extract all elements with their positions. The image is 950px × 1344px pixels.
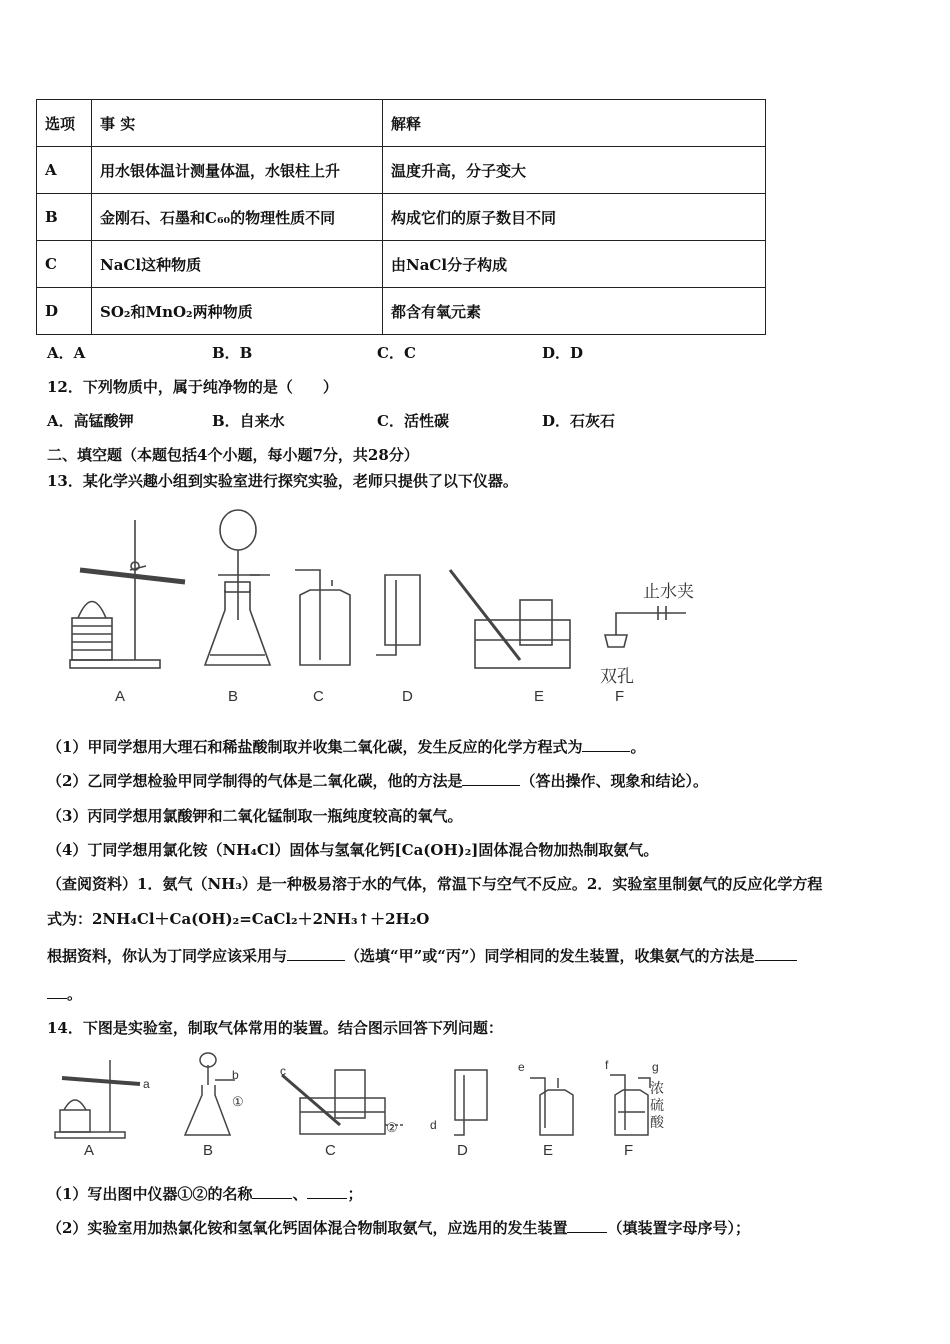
header-fact: 事 实 — [92, 100, 383, 147]
q13-part-4-answer — [47, 945, 797, 966]
q12-stem: 12．下列物质中，属于纯净物的是（ ） — [47, 378, 338, 396]
q14-part-2-end: （填装置字母序号）； — [607, 1219, 750, 1237]
q13-stem: 13．某化学兴趣小组到实验室进行探究实验，老师只提供了以下仪器。 — [47, 472, 518, 490]
answer-blank[interactable] — [47, 984, 67, 999]
row-option: A — [37, 147, 92, 194]
marker-two-label: ② — [386, 1120, 398, 1135]
q14-label-a: A — [84, 1142, 95, 1159]
q13-part-2-end: （答出操作、现象和结论）。 — [520, 772, 708, 790]
table-row — [37, 241, 766, 288]
q12-choice-c[interactable]: C．活性碳 — [377, 412, 449, 430]
marker-one-label: ① — [232, 1094, 244, 1109]
apparatus-d-icon — [454, 1070, 487, 1135]
header-option: 选项 — [37, 100, 92, 147]
row-explain: 由NaCl分子构成 — [383, 241, 766, 288]
port-d-label: d — [430, 1118, 437, 1132]
apparatus-f-icon — [605, 606, 686, 647]
q13-label-e: E — [534, 688, 545, 705]
apparatus-e-icon — [450, 570, 570, 668]
table-header-row — [37, 100, 766, 147]
q14-stem: 14．下图是实验室，制取气体常用的装置。结合图示回答下列问题： — [47, 1019, 503, 1037]
section-title: 二、填空题（本题包括4个小题，每小题7分，共28分） — [47, 446, 419, 464]
q13-label-f: F — [615, 688, 625, 705]
port-c-label: c — [280, 1064, 286, 1078]
table-row — [37, 194, 766, 241]
q14-part-2-text: （2）实验室用加热氯化铵和氢氧化钙固体混合物制取氨气，应选用的发生装置 — [47, 1219, 568, 1237]
q13-reference: （查阅资料）1．氨气（NH₃）是一种极易溶于水的气体，常温下与空气不反应。2．实验室里制氨气的反应化学方程 — [47, 875, 823, 893]
answer-blank[interactable] — [755, 946, 797, 961]
answer-blank[interactable] — [287, 946, 345, 961]
answer-blank[interactable] — [567, 1218, 607, 1233]
acid-label-1: 浓 — [650, 1080, 664, 1096]
q13-label-b: B — [228, 688, 239, 705]
port-g-label: g — [652, 1060, 659, 1074]
port-a-label: a — [143, 1077, 150, 1091]
apparatus-a-icon — [70, 520, 185, 668]
header-explain: 解释 — [383, 100, 766, 147]
answer-blank[interactable] — [307, 1184, 347, 1199]
port-b-label: b — [232, 1068, 239, 1082]
q14-label-b: B — [203, 1142, 214, 1159]
q13-part-1 — [47, 736, 645, 757]
q14-part-1-mid: 、 — [292, 1185, 308, 1203]
q11-choice-a[interactable]: A．A — [47, 344, 86, 362]
q13-part-2 — [47, 770, 708, 791]
clamp-label: 止水夹 — [643, 582, 694, 601]
acid-label-2: 硫 — [650, 1097, 664, 1113]
q13-p7-mid: （选填“甲”或“丙”）同学相同的发生装置，收集氨气的方法是 — [345, 947, 755, 965]
q13-part-3: （3）丙同学想用氯酸钾和二氧化锰制取一瓶纯度较高的氧气。 — [47, 807, 463, 825]
row-explain: 构成它们的原子数目不同 — [383, 194, 766, 241]
q13-part-1-end: 。 — [630, 738, 646, 756]
port-e-label: e — [518, 1060, 525, 1074]
q13-part-1-text: （1）甲同学想用大理石和稀盐酸制取并收集二氧化碳，发生反应的化学方程式为 — [47, 738, 583, 756]
answer-blank[interactable] — [582, 737, 630, 752]
q14-part-1-end: ； — [347, 1185, 363, 1203]
apparatus-e-icon — [530, 1078, 573, 1135]
apparatus-a-icon — [55, 1060, 140, 1138]
q12-choice-b[interactable]: B．自来水 — [212, 412, 285, 430]
q14-label-f: F — [624, 1142, 634, 1159]
q14-part-2 — [47, 1217, 750, 1238]
apparatus-b-icon — [205, 510, 270, 665]
q14-label-d: D — [457, 1142, 468, 1159]
q11-choice-b[interactable]: B．B — [212, 344, 253, 362]
row-fact: NaCl这种物质 — [92, 241, 383, 288]
q11-table — [36, 99, 766, 335]
q14-part-1-text: （1）写出图中仪器①②的名称 — [47, 1185, 253, 1203]
q13-part-4: （4）丁同学想用氯化铵（NH₄Cl）固体与氢氧化钙[Ca(OH)₂]固体混合物加热制取氨气。 — [47, 841, 659, 859]
q14-part-1 — [47, 1183, 362, 1204]
answer-blank[interactable] — [462, 771, 520, 786]
q11-choice-c[interactable]: C．C — [377, 344, 416, 362]
row-explain: 都含有氧元素 — [383, 288, 766, 335]
q13-p7-text: 根据资料，你认为丁同学应该采用与 — [47, 947, 288, 965]
q13-label-c: C — [313, 688, 324, 705]
row-option: C — [37, 241, 92, 288]
row-fact: 用水银体温计测量体温，水银柱上升 — [92, 147, 383, 194]
q14-label-c: C — [325, 1142, 336, 1159]
apparatus-f-icon — [610, 1075, 650, 1135]
q13-part-4-cont — [47, 983, 82, 1004]
table-row — [37, 288, 766, 335]
q13-part-2-text: （2）乙同学想检验甲同学制得的气体是二氧化碳，他的方法是 — [47, 772, 463, 790]
row-fact: SO₂和MnO₂两种物质 — [92, 288, 383, 335]
q12-choice-d[interactable]: D．石灰石 — [542, 412, 616, 430]
table-row — [37, 147, 766, 194]
apparatus-b-icon — [185, 1053, 235, 1135]
apparatus-d-icon — [376, 575, 420, 655]
acid-label-3: 酸 — [650, 1114, 664, 1130]
q13-equation: 式为：2NH₄Cl＋Ca(OH)₂=CaCl₂＋2NH₃↑＋2H₂O — [47, 910, 430, 928]
q13-label-d: D — [402, 688, 413, 705]
answer-blank[interactable] — [252, 1184, 292, 1199]
apparatus-c-icon — [295, 570, 350, 665]
row-explain: 温度升高，分子变大 — [383, 147, 766, 194]
q13-label-a: A — [115, 688, 126, 705]
row-option: D — [37, 288, 92, 335]
row-option: B — [37, 194, 92, 241]
q14-apparatus-figure — [50, 1050, 670, 1145]
two-hole-label: 双孔 — [600, 667, 634, 686]
q11-choice-d[interactable]: D．D — [542, 344, 584, 362]
port-f-label: f — [605, 1058, 609, 1072]
q14-label-e: E — [543, 1142, 554, 1159]
row-fact: 金刚石、石墨和C₆₀的物理性质不同 — [92, 194, 383, 241]
q13-p8-end: 。 — [67, 985, 83, 1003]
q12-choice-a[interactable]: A．高锰酸钾 — [47, 412, 134, 430]
